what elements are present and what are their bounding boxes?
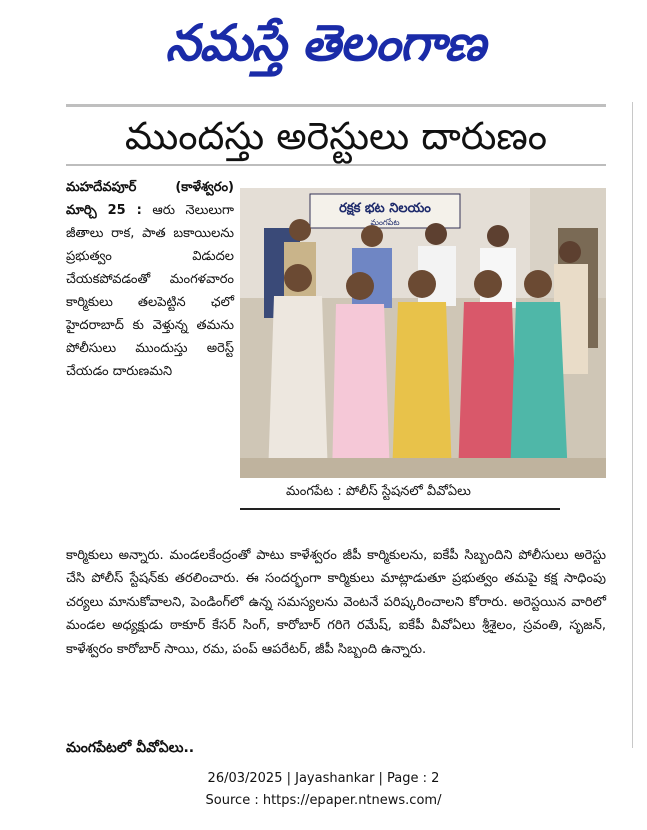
group-photo-illustration bbox=[240, 188, 606, 478]
article-body-text: కార్మికులు అన్నారు. మండలకేంద్రంతో పాటు కాళేశ్వరం జీపీ కార్మికులను, ఐకేపీ సిబ్బందిని పోలీసులు అరెస్టు చేసి పోలీస్ స్టేషన్‌కు తరలించారు. ఈ సందర్భంగా కార్మికులు మాట్లాడుతూ ప్రభుత్వం తమపై కక్ష సాధింపు చర్యలు మానుకోవాలని, పెండింగ్‌లో ఉన్న సమస్యలను వెంటనే పరిష్కరించాలని కోరారు. అరెస్టయిన వారిలో మండల అధ్యక్షుడు ఠాకూర్ కేసర్ సింగ్, కారోబార్ గరిగె రమేష్, ఐకేపీ వీవోఏలు శ్రీశైలం, స్రవంతి, సృజన్, కాళేశ్వరం కారోబార్ సాయి, రమ, పంప్ ఆపరేటర్, జీపీ సిబ్బంది ఉన్నారు. bbox=[66, 548, 606, 657]
station-sign-subtext: మంగపేట bbox=[370, 218, 400, 227]
masthead bbox=[120, 8, 530, 78]
masthead-title: నమస్తే తెలంగాణ bbox=[165, 14, 485, 72]
article-headline: ముందస్తు అరెస్టులు దారుణం bbox=[124, 114, 548, 158]
article-photo bbox=[240, 188, 606, 478]
headline-top-rule bbox=[66, 104, 606, 107]
headline-bottom-rule bbox=[66, 164, 606, 166]
article-column-text bbox=[66, 176, 234, 383]
article-subhead: మంగపేటలో వీవోఏలు.. bbox=[66, 740, 195, 756]
article-dateline: మహదేవపూర్ (కాళేశ్వరం) మార్చి 25 : bbox=[66, 180, 234, 218]
footer-source-line: Source : https://epaper.ntnews.com/ bbox=[205, 793, 442, 808]
column-right-rule bbox=[632, 102, 633, 748]
page-footer bbox=[0, 768, 647, 812]
station-sign-text: రక్షక భట నిలయం bbox=[339, 201, 431, 216]
footer-date-line: 26/03/2025 | Jayashankar | Page : 2 bbox=[207, 771, 440, 786]
photo-caption-rule bbox=[240, 508, 560, 510]
article-column-body: ఆరు నెలులుగా జీతాలు రాక, పాత బకాయిలను ప్రభుత్వం విడుదల చేయకపోవడంతో మంగళవారం కార్మికులు తలపెట్టిన ఛలో హైదరాబాద్ కు వెళ్తున్న తమను పోలీసులు ముందుస్తు అరెస్ట్ చేయడం దారుణమని bbox=[66, 203, 235, 379]
photo-caption: మంగపేట : పోలీస్ స్టేషనలో వీవోఏలు bbox=[286, 484, 471, 499]
